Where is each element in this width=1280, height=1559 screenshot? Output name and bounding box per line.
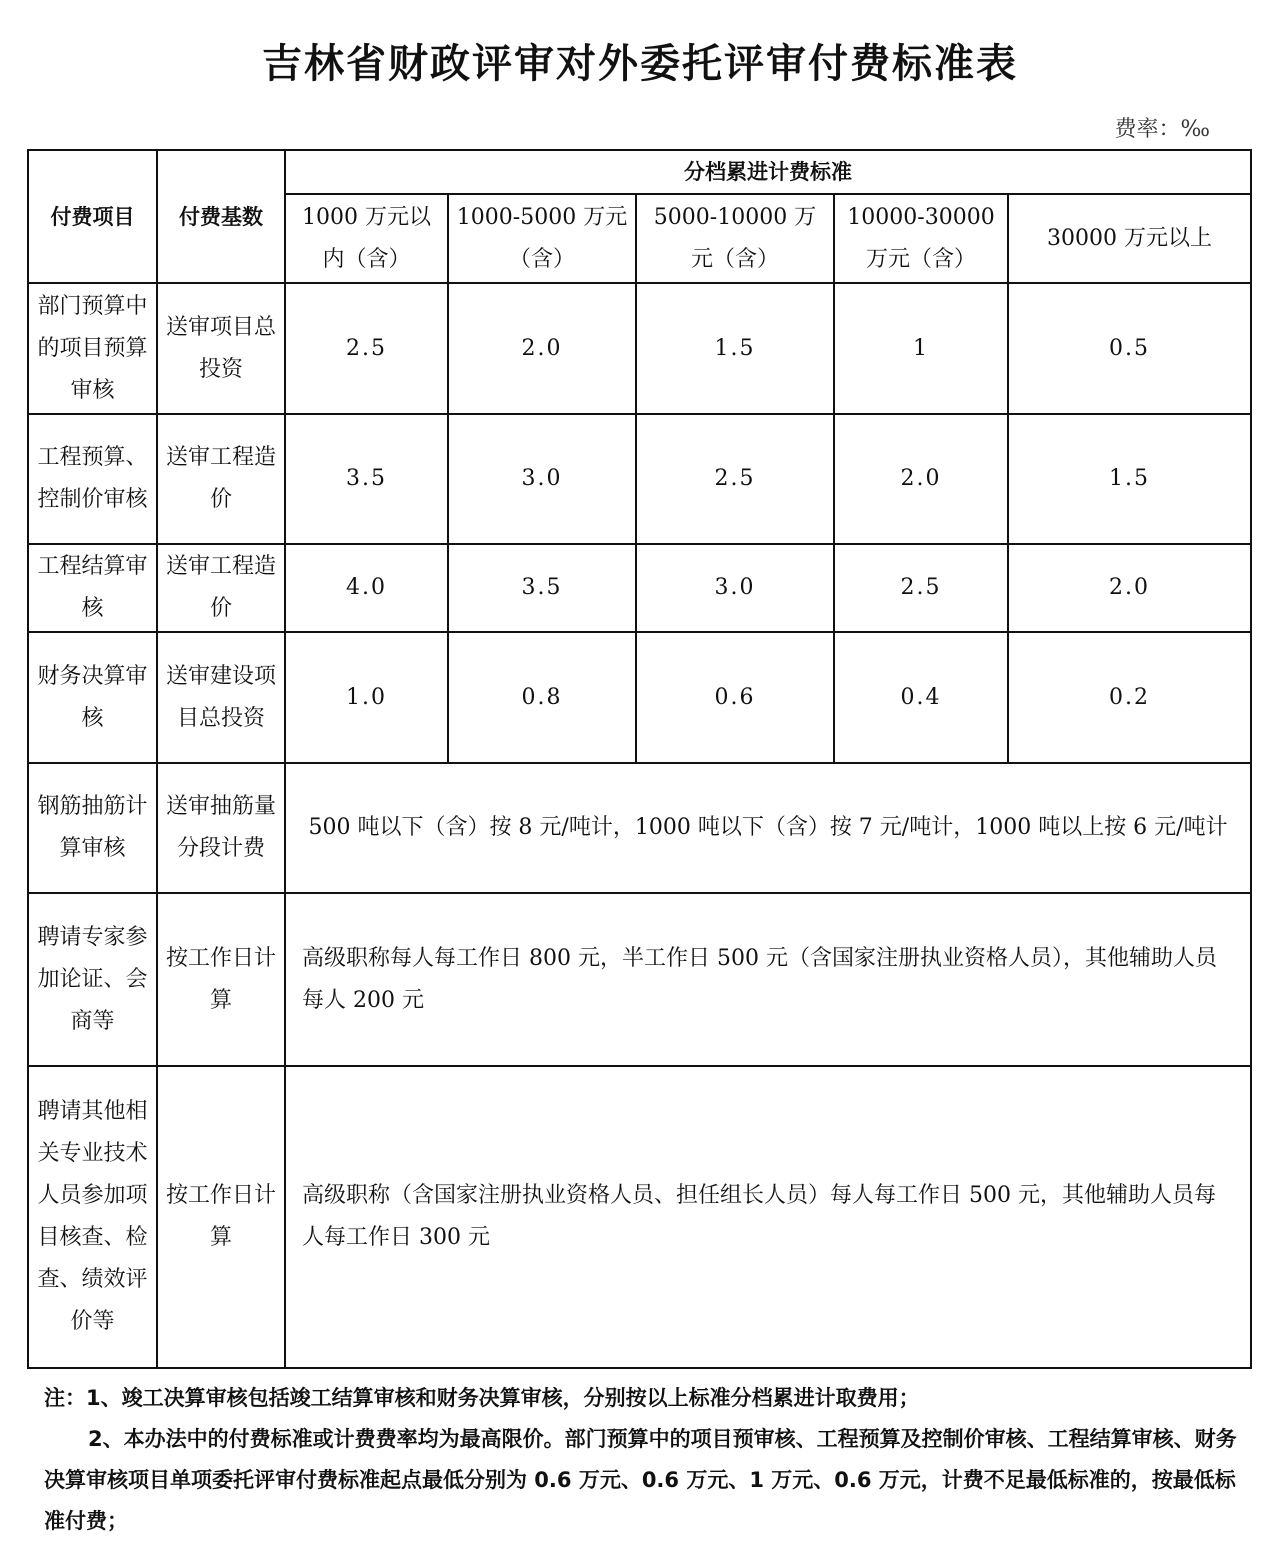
table-header-row [28, 150, 1251, 194]
col-header-base: 付费基数 [157, 150, 285, 283]
rate-cell: 2.0 [448, 283, 636, 414]
tier-header: 10000-30000 万元（含） [834, 194, 1008, 283]
rate-cell: 0.6 [636, 632, 834, 763]
tier-header: 1000-5000 万元（含） [448, 194, 636, 283]
tier-header: 5000-10000 万元（含） [636, 194, 834, 283]
rate-cell: 4.0 [285, 544, 448, 632]
rate-cell: 3.5 [448, 544, 636, 632]
table-row [28, 893, 1251, 1066]
rate-cell: 0.2 [1008, 632, 1251, 763]
note-2: 2、本办法中的付费标准或计费费率均为最高限价。部门预算中的项目预审核、工程预算及控制价审核、工程结算审核、财务决算审核项目单项委托评审付费标准起点最低分别为 0.6 万元、0.6 万元、1 万元、0.6 万元，计费不足最低标准的，按最低标准付费； [44, 1427, 1237, 1533]
rate-unit: 费率：‰ [1114, 117, 1210, 142]
table-row [28, 414, 1251, 544]
table-row [28, 544, 1251, 632]
fee-table [27, 149, 1252, 1369]
row-item: 聘请其他相关专业技术人员参加项目核查、检查、绩效评价等 [28, 1066, 157, 1368]
rate-cell: 3.0 [448, 414, 636, 544]
notes [44, 1378, 1244, 1542]
row-base: 按工作日计算 [157, 1066, 285, 1368]
row-item: 钢筋抽筋计算审核 [28, 763, 157, 893]
table-row [28, 1066, 1251, 1368]
col-header-item: 付费项目 [28, 150, 157, 283]
tier-header: 30000 万元以上 [1008, 194, 1251, 283]
table-row [28, 632, 1251, 763]
row-item: 工程结算审核 [28, 544, 157, 632]
experts-fee-desc: 高级职称每人每工作日 800 元，半工作日 500 元（含国家注册执业资格人员），其他辅助人员每人 200 元 [285, 893, 1251, 1066]
row-item: 部门预算中的项目预算审核 [28, 283, 157, 414]
row-base: 送审工程造价 [157, 414, 285, 544]
page-title: 吉林省财政评审对外委托评审付费标准表 [262, 41, 1018, 87]
rebar-fee-desc: 500 吨以下（含）按 8 元/吨计，1000 吨以下（含）按 7 元/吨计，1000 吨以上按 6 元/吨计 [285, 763, 1251, 893]
rate-cell: 1.0 [285, 632, 448, 763]
row-item: 聘请专家参加论证、会商等 [28, 893, 157, 1066]
group-header: 分档累进计费标准 [285, 150, 1251, 194]
rate-cell: 0.4 [834, 632, 1008, 763]
rate-cell: 0.5 [1008, 283, 1251, 414]
row-base: 按工作日计算 [157, 893, 285, 1066]
row-item: 工程预算、控制价审核 [28, 414, 157, 544]
note-1: 注：1、竣工决算审核包括竣工结算审核和财务决算审核，分别按以上标准分档累进计取费用； [44, 1386, 920, 1410]
row-base: 送审抽筋量分段计费 [157, 763, 285, 893]
rate-cell: 2.0 [834, 414, 1008, 544]
row-base: 送审工程造价 [157, 544, 285, 632]
rate-cell: 0.8 [448, 632, 636, 763]
rate-cell: 3.5 [285, 414, 448, 544]
rate-cell: 2.0 [1008, 544, 1251, 632]
tier-header: 1000 万元以内（含） [285, 194, 448, 283]
rate-cell: 3.0 [636, 544, 834, 632]
row-base: 送审项目总投资 [157, 283, 285, 414]
rate-cell: 2.5 [636, 414, 834, 544]
row-item: 财务决算审核 [28, 632, 157, 763]
rate-cell: 1.5 [636, 283, 834, 414]
rate-cell: 2.5 [834, 544, 1008, 632]
table-row [28, 763, 1251, 893]
others-fee-desc: 高级职称（含国家注册执业资格人员、担任组长人员）每人每工作日 500 元，其他辅助人员每人每工作日 300 元 [285, 1066, 1251, 1368]
rate-cell: 1.5 [1008, 414, 1251, 544]
row-base: 送审建设项目总投资 [157, 632, 285, 763]
table-row [28, 283, 1251, 414]
rate-cell: 1 [834, 283, 1008, 414]
rate-cell: 2.5 [285, 283, 448, 414]
